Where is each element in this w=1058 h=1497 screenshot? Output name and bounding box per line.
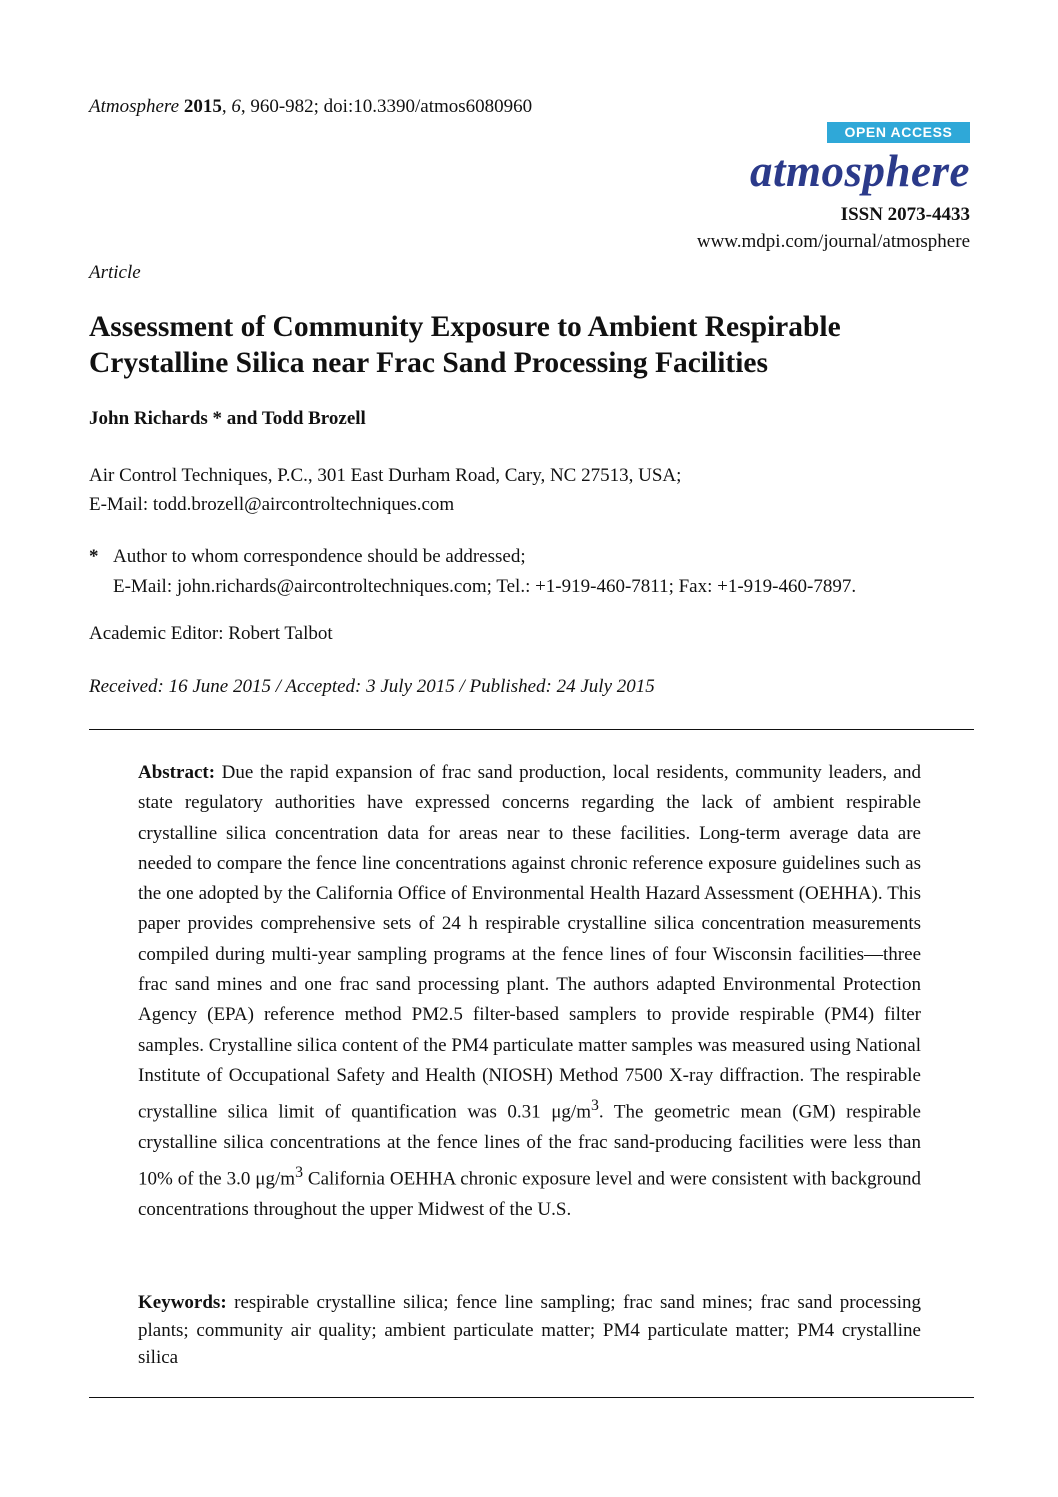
top-divider: [89, 729, 974, 730]
correspondence-note: [89, 542, 856, 602]
abstract-superscript-2: 3: [295, 1164, 303, 1182]
open-access-badge: OPEN ACCESS: [827, 122, 970, 143]
affiliation: [89, 461, 681, 519]
citation-journal: Atmosphere: [89, 96, 180, 117]
keywords-text: respirable crystalline silica; fence line sampling; frac sand mines; frac sand processing plants; community air quality; ambient particulate matter; PM4 particulate matter; PM4 crystalline silica: [138, 1292, 921, 1368]
journal-logo: atmosphere: [749, 146, 970, 196]
authors: John Richards * and Todd Brozell: [89, 408, 366, 429]
abstract-text-1: Due the rapid expansion of frac sand production, local residents, community leaders, and state regulatory authorities have expressed concerns regarding the lack of ambient respirable crystalline silica concentration data for areas near to these facilities. Long-term average data are needed to compare the fence line concentrations against chronic reference exposure guidelines such as the one adopted by the California Office of Environmental Health Hazard Assessment (OEHHA). This paper provides comprehensive sets of 24 h respirable crystalline silica concentration measurements compiled during multi-year sampling programs at the fence lines of four Wisconsin facilities—three frac sand mines and one frac sand processing plant. The authors adapted Environmental Protection Agency (EPA) reference method PM2.5 filter-based samplers to provide respirable (PM4) filter samples. Crystalline silica content of the PM4 particulate matter samples was measured using National Institute of Occupational Safety and Health (NIOSH) Method 7500 X-ray diffraction. The respirable crystalline silica limit of quantification was 0.31 μg/m: [138, 762, 921, 1123]
keywords-label: Keywords:: [138, 1292, 227, 1313]
paper-title: [89, 309, 969, 381]
keywords: [138, 1289, 921, 1372]
citation-volume: 6: [231, 96, 241, 117]
affiliation-address: Air Control Techniques, P.C., 301 East Durham Road, Cary, NC 27513, USA;: [89, 465, 682, 486]
correspondence-text: Author to whom correspondence should be addressed;: [113, 546, 526, 567]
correspondence-contact: E-Mail: john.richards@aircontroltechniques.com; Tel.: +1-919-460-7811; Fax: +1-919-460-7897.: [113, 576, 857, 597]
citation-pages-doi: , 960-982; doi:10.3390/atmos6080960: [240, 96, 533, 117]
article-type: Article: [89, 262, 141, 283]
abstract: [138, 758, 921, 1225]
bottom-divider: [89, 1397, 974, 1398]
affiliation-email[interactable]: E-Mail: todd.brozell@aircontroltechniques.com: [89, 494, 455, 515]
citation-line: Atmosphere 2015, 6, 960-982; doi:10.3390/atmos6080960: [89, 96, 533, 117]
abstract-superscript-1: 3: [591, 1097, 599, 1115]
publication-dates: Received: 16 June 2015 / Accepted: 3 July 2015 / Published: 24 July 2015: [89, 676, 655, 697]
abstract-label: Abstract:: [138, 762, 216, 783]
paper-title-line-1: Assessment of Community Exposure to Ambient Respirable: [89, 311, 841, 343]
journal-url[interactable]: www.mdpi.com/journal/atmosphere: [696, 231, 970, 252]
citation-year: 2015: [183, 96, 222, 117]
paper-title-line-2: Crystalline Silica near Frac Sand Processing Facilities: [89, 347, 768, 379]
issn: ISSN 2073-4433: [840, 204, 970, 225]
correspondence-star: *: [89, 546, 99, 567]
abstract-text-3: California OEHHA chronic exposure level and were consistent with background concentrations throughout the upper Midwest of the U.S.: [138, 1168, 921, 1220]
abstract-text-2: . The geometric mean (GM) respirable crystalline silica concentrations at the fence lines of the frac sand-producing facilities were less than 10% of the 3.0 μg/m: [138, 1101, 921, 1190]
academic-editor: Academic Editor: Robert Talbot: [89, 623, 333, 644]
